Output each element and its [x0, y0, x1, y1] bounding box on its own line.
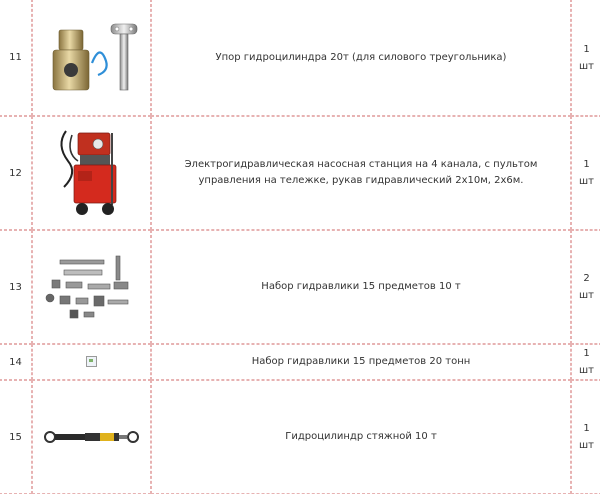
broken-image-icon — [86, 356, 97, 367]
table-row — [0, 380, 600, 494]
product-image-cell — [32, 230, 151, 344]
quantity-unit: шт — [579, 290, 594, 301]
row-number: 13 — [0, 230, 32, 344]
pump-station-cart-icon — [52, 125, 132, 221]
quantity-value: 1 — [583, 159, 590, 170]
quantity-unit: шт — [579, 365, 594, 376]
item-description — [151, 116, 571, 230]
item-description: Набор гидравлики 15 предметов 20 тонн — [151, 344, 571, 380]
row-number: 15 — [0, 380, 32, 494]
item-quantity — [571, 344, 600, 380]
item-description: Гидроцилиндр стяжной 10 т — [151, 380, 571, 494]
quantity-unit: шт — [579, 60, 594, 72]
product-image-cell — [32, 116, 151, 230]
hydraulic-kit-icon — [42, 252, 142, 322]
quantity-value: 2 — [583, 273, 590, 284]
row-number: 12 — [0, 116, 32, 230]
item-quantity — [571, 230, 600, 344]
quantity-unit: шт — [579, 176, 594, 187]
table-row — [0, 0, 600, 116]
row-number: 14 — [0, 344, 32, 380]
product-image-cell — [32, 380, 151, 494]
item-quantity — [571, 0, 600, 116]
tension-cylinder-icon — [42, 427, 142, 447]
item-quantity — [571, 116, 600, 230]
quantity-value: 1 — [583, 43, 590, 55]
item-quantity — [571, 380, 600, 494]
table-row — [0, 230, 600, 344]
quantity-unit: шт — [579, 440, 594, 451]
product-image-cell — [32, 344, 151, 380]
product-image-cell — [32, 0, 151, 116]
item-description-line-1: Электрогидравлическая насосная станция на 4 канала, с пультом — [184, 159, 538, 170]
row-number: 11 — [0, 0, 32, 116]
table-row — [0, 344, 600, 380]
item-description-line-2: управления на тележке, рукав гидравлический 2х10м, 2х6м. — [198, 175, 524, 186]
quantity-value: 1 — [583, 423, 590, 434]
item-description: Упор гидроцилиндра 20т (для силового треугольника) — [151, 0, 571, 116]
quantity-value: 1 — [583, 348, 590, 359]
table-row — [0, 116, 600, 230]
item-description: Набор гидравлики 15 предметов 10 т — [151, 230, 571, 344]
cylinder-stop-key-icon — [37, 18, 147, 98]
